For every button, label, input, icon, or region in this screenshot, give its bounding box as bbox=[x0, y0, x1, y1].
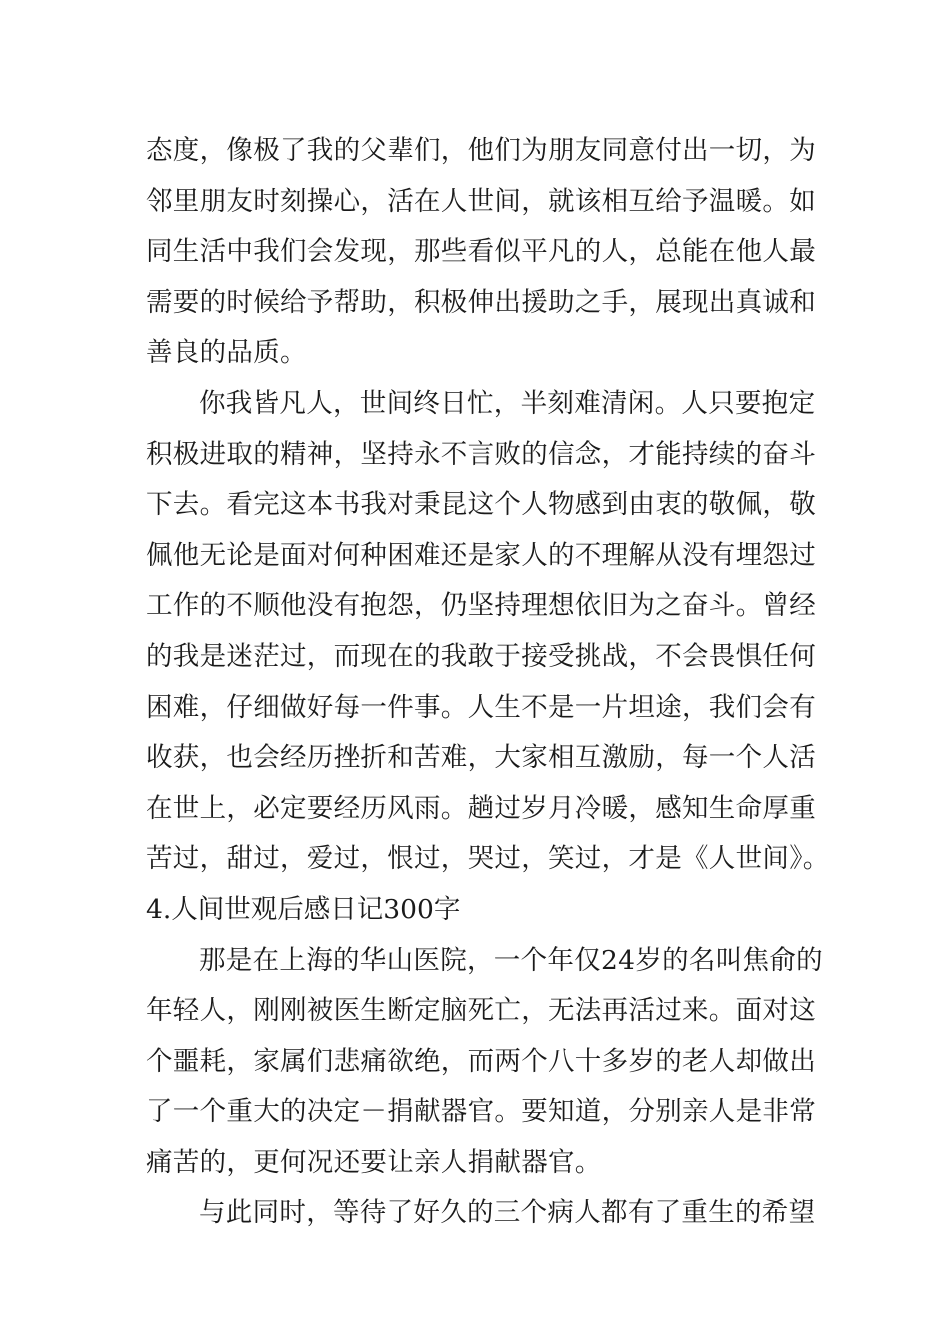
text-line: 了一个重大的决定－捐献器官。要知道，分别亲人是非常 bbox=[146, 1096, 816, 1128]
text-line: 邻里朋友时刻操心，活在人世间，就该相互给予温暖。如 bbox=[146, 185, 816, 217]
text-line: 佩他无论是面对何种困难还是家人的不理解从没有埋怨过 bbox=[146, 539, 816, 571]
text-line: 积极进取的精神，坚持永不言败的信念，才能持续的奋斗 bbox=[146, 438, 816, 470]
text-line: 在世上，必定要经历风雨。趟过岁月冷暖，感知生命厚重 bbox=[146, 792, 816, 824]
text-line: 的我是迷茫过，而现在的我敢于接受挑战，不会畏惧任何 bbox=[146, 640, 816, 672]
text-line: 需要的时候给予帮助，积极伸出援助之手，展现出真诚和 bbox=[146, 286, 816, 318]
section-heading: 4.人间世观后感日记300字 bbox=[146, 893, 461, 925]
text-line: 痛苦的，更何况还要让亲人捐献器官。 bbox=[146, 1146, 602, 1178]
paragraph-first-line: 与此同时，等待了好久的三个病人都有了重生的希望 bbox=[199, 1197, 816, 1229]
body-text bbox=[146, 126, 830, 1239]
text-line: 下去。看完这本书我对秉昆这个人物感到由衷的敬佩，敬 bbox=[146, 489, 816, 521]
text-line: 工作的不顺他没有抱怨，仍坚持理想依旧为之奋斗。曾经 bbox=[146, 590, 816, 622]
text-line: 态度，像极了我的父辈们，他们为朋友同意付出一切，为 bbox=[146, 135, 816, 166]
text-line: 困难，仔细做好每一件事。人生不是一片坦途，我们会有 bbox=[146, 691, 816, 723]
text-line: 个噩耗，家属们悲痛欲绝，而两个八十多岁的老人却做出 bbox=[146, 1045, 816, 1077]
text-line: 收获，也会经历挫折和苦难，大家相互激励，每一个人活 bbox=[146, 742, 816, 774]
text-line: 同生活中我们会发现，那些看似平凡的人，总能在他人最 bbox=[146, 236, 816, 268]
text-line: 善良的品质。 bbox=[146, 337, 307, 369]
text-line: 年轻人，刚刚被医生断定脑死亡，无法再活过来。面对这 bbox=[146, 995, 816, 1027]
text-line: 苦过，甜过，爱过，恨过，哭过，笑过，才是《人世间》。 bbox=[146, 843, 830, 875]
paragraph-first-line: 那是在上海的华山医院，一个年仅24岁的名叫焦俞的 bbox=[199, 944, 823, 976]
paragraph-first-line: 你我皆凡人，世间终日忙，半刻难清闲。人只要抱定 bbox=[199, 387, 816, 419]
